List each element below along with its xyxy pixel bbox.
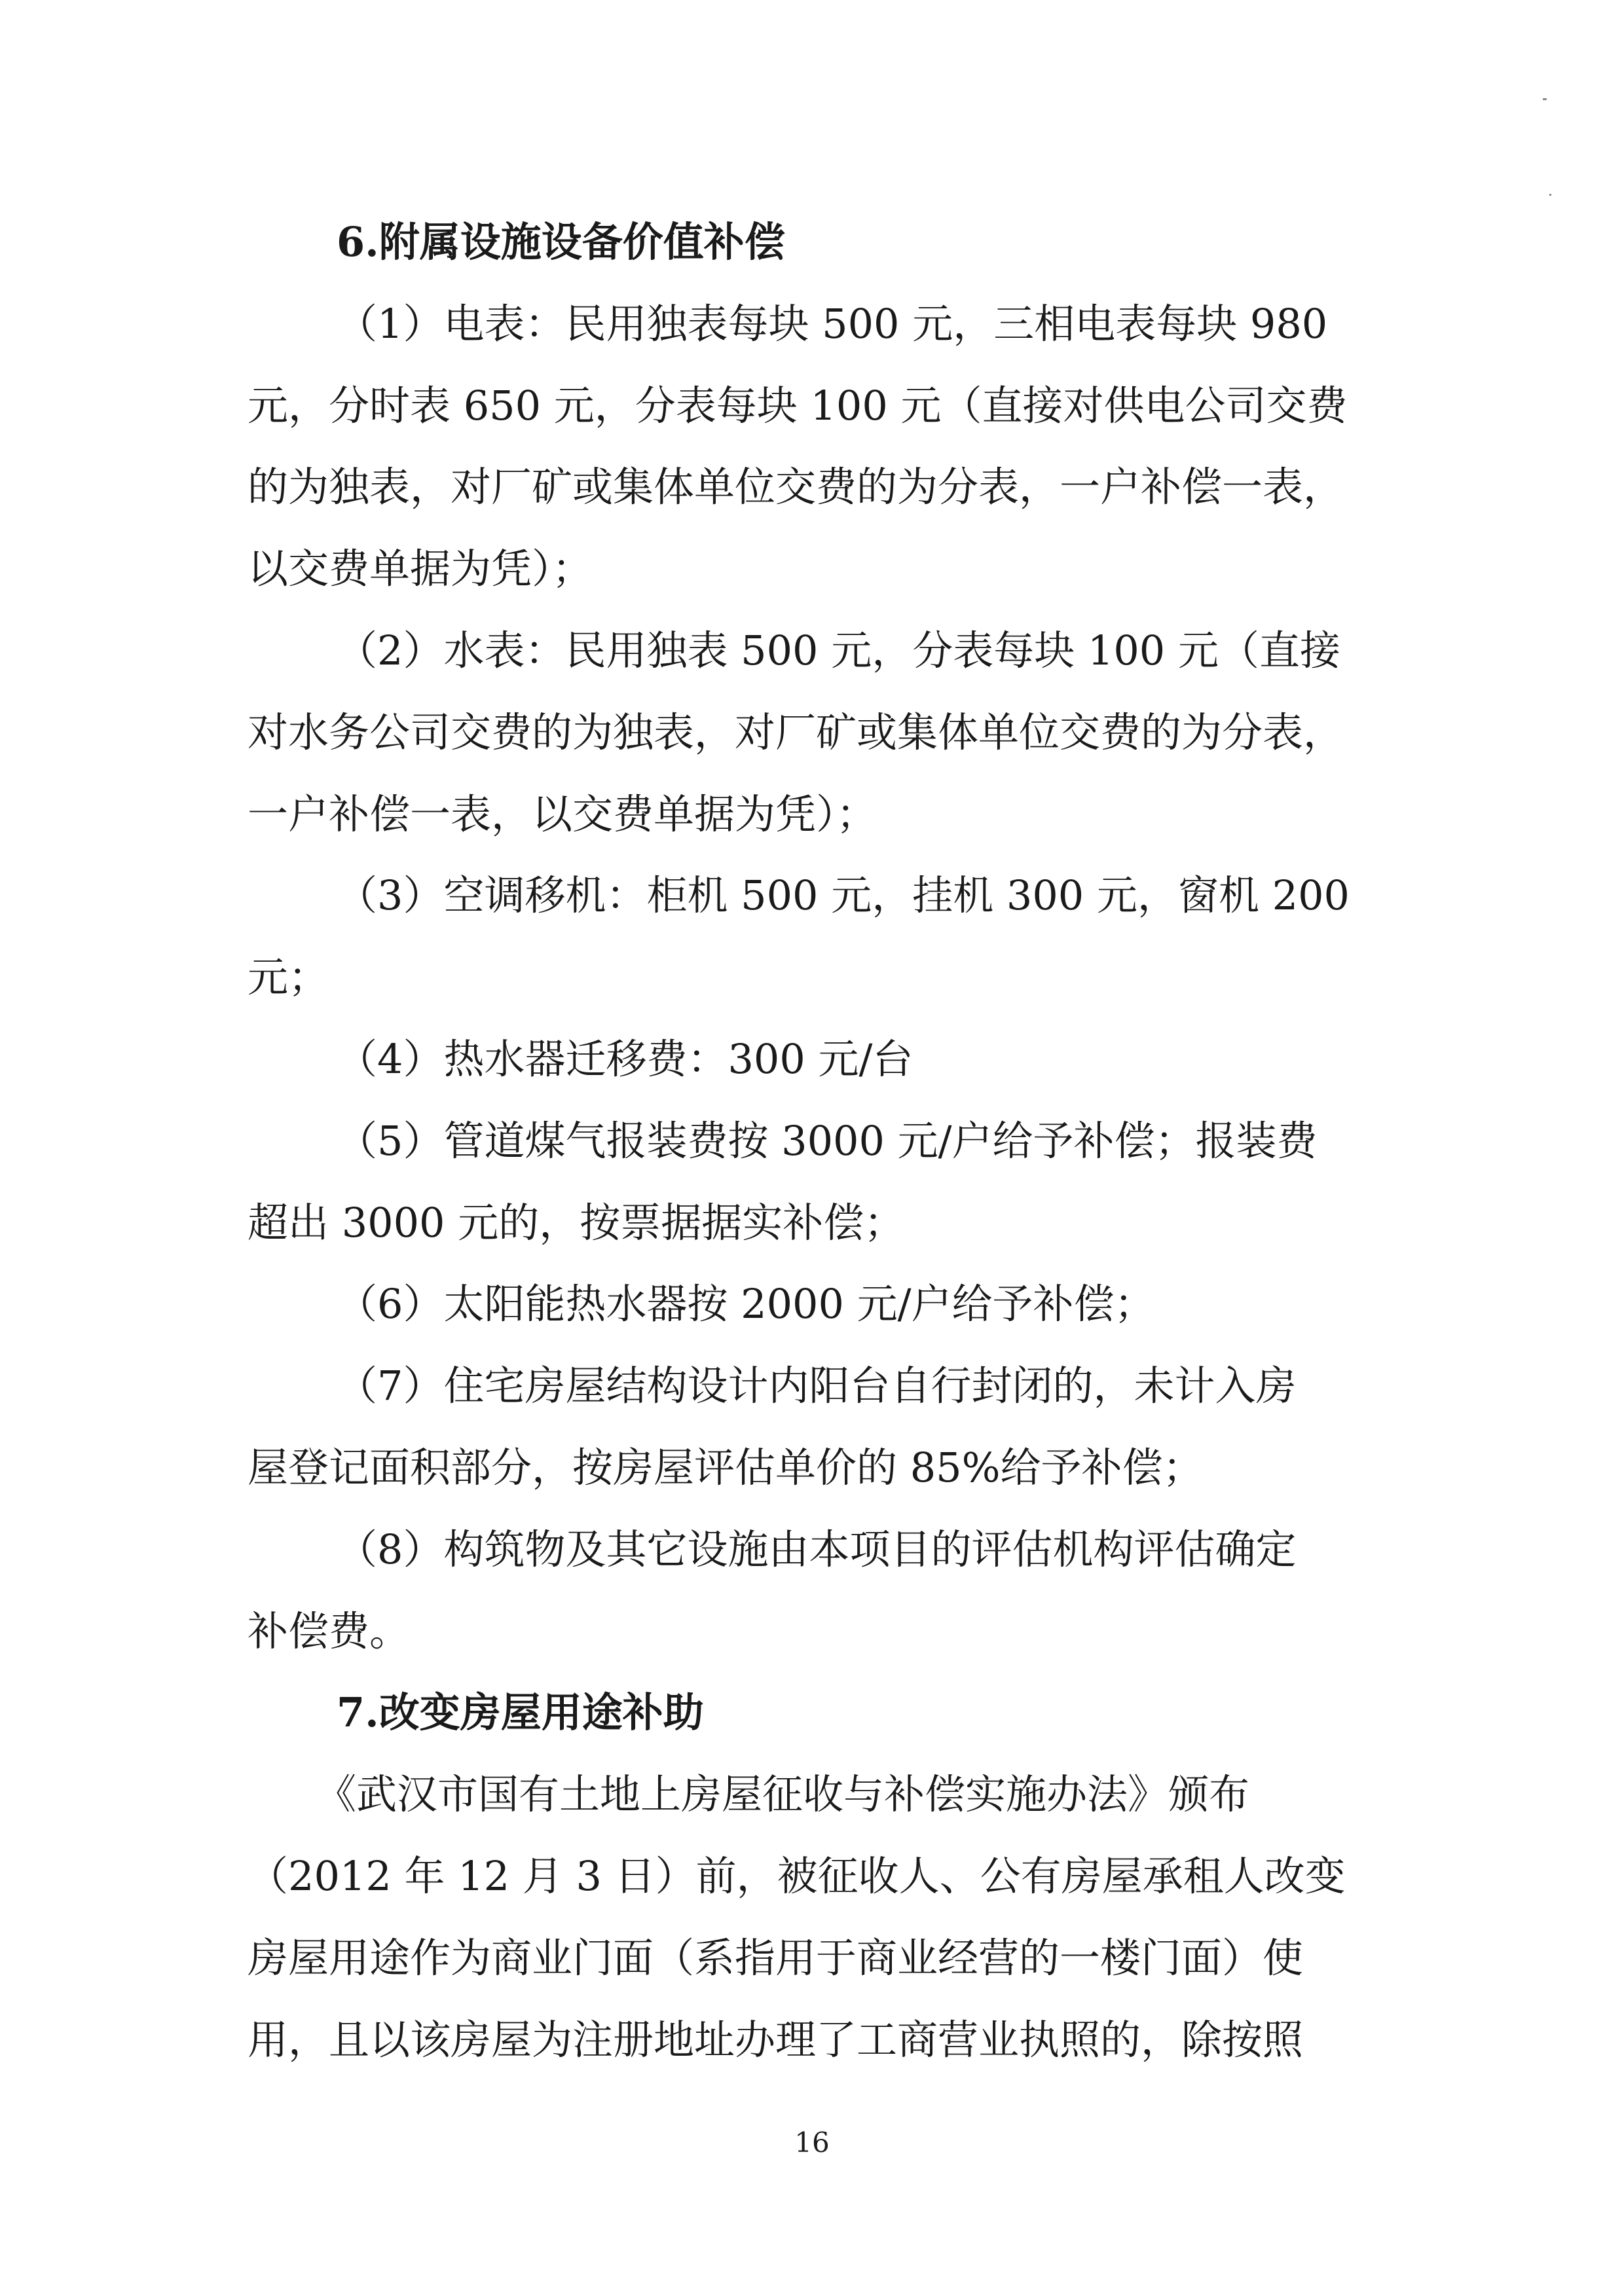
paragraph-line: （2）水表：民用独表 500 元，分表每块 100 元（直接 [337,627,1340,674]
paragraph-line: 用，且以该房屋为注册地址办理了工商营业执照的，除按照 [248,2016,1304,2064]
section-heading: 6.附属设施设备价值补偿 [337,218,785,266]
paragraph-line: 以交费单据为凭）； [248,545,593,592]
paragraph-line: 对水务公司交费的为独表，对厂矿或集体单位交费的为分表， [248,708,1344,756]
paragraph-line: 超出 3000 元的，按票据据实补偿； [248,1199,905,1247]
paragraph-line: 元； [248,953,329,1001]
paragraph-line: 元，分时表 650 元，分表每块 100 元（直接对供电公司交费 [248,382,1348,429]
paragraph-line: （1）电表：民用独表每块 500 元，三相电表每块 980 [337,300,1328,348]
paragraph-line: （6）太阳能热水器按 2000 元/户给予补偿； [337,1280,1155,1328]
paragraph-line: 一户补偿一表，以交费单据为凭）； [248,790,877,838]
paragraph-line: （2012 年 12 月 3 日）前，被征收人、公有房屋承租人改变 [248,1852,1346,1900]
scan-speck [1543,98,1547,100]
paragraph-line: 《武汉市国有土地上房屋征收与补偿实施办法》颁布 [316,1770,1250,1818]
scan-speck [1549,194,1551,196]
paragraph-line: （3）空调移机：柜机 500 元，挂机 300 元，窗机 200 [337,871,1350,919]
paragraph-line: 的为独表，对厂矿或集体单位交费的为分表，一户补偿一表， [248,463,1344,511]
page-number: 16 [794,2126,830,2159]
paragraph-line: 屋登记面积部分，按房屋评估单价的 85%给予补偿； [248,1444,1204,1491]
paragraph-line: （5）管道煤气报装费按 3000 元/户给予补偿；报装费 [337,1117,1318,1165]
paragraph-line: 补偿费。 [248,1607,411,1655]
section-heading: 7.改变房屋用途补助 [337,1688,704,1736]
paragraph-line: （8）构筑物及其它设施由本项目的评估机构评估确定 [337,1525,1297,1573]
paragraph-line: （4）热水器迁移费：300 元/台 [337,1035,913,1083]
paragraph-line: （7）住宅房屋结构设计内阳台自行封闭的，未计入房 [337,1362,1297,1410]
paragraph-line: 房屋用途作为商业门面（系指用于商业经营的一楼门面）使 [248,1934,1304,1982]
